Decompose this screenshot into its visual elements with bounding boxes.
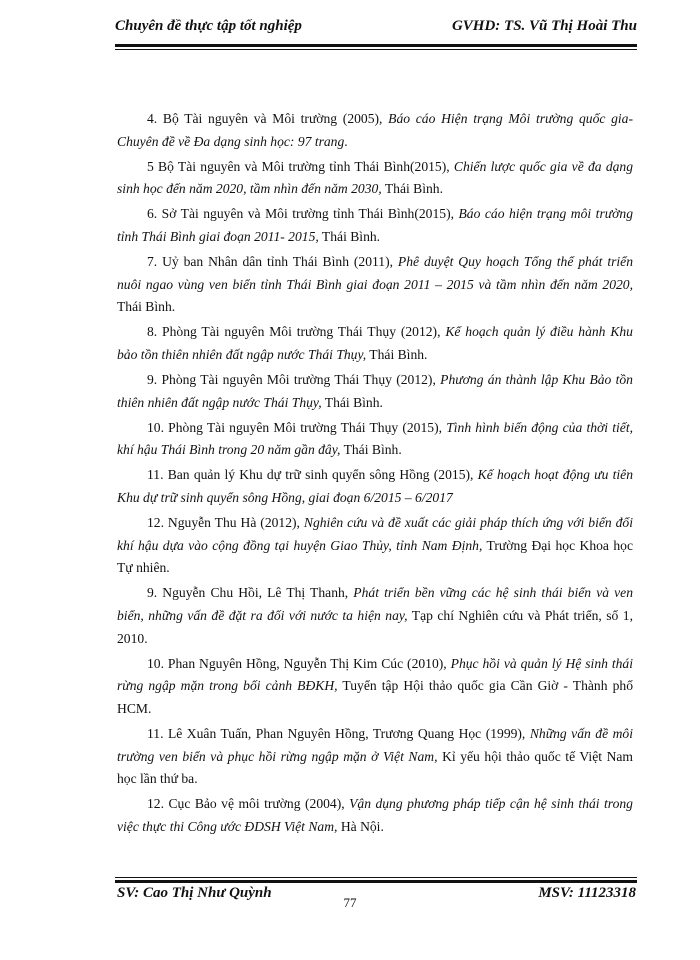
reference-item: 10. Phan Nguyên Hồng, Nguyễn Thị Kim Cúc (2010), Phục hồi và quản lý Hệ sinh thái rừng ngập mặn trong bối cảnh BĐKH, Tuyển tập Hội thảo quốc gia Cần Giờ - Thành phố HCM. bbox=[117, 655, 634, 716]
footer-student: SV: Cao Thị Như Quỳnh bbox=[117, 885, 272, 901]
reference-item: 12. Cục Bảo vệ môi trường (2004), Vận dụng phương pháp tiếp cận hệ sinh thái trong việc thực thi Công ước ĐDSH Việt Nam, Hà Nội. bbox=[117, 796, 633, 834]
reference-item: 8. Phòng Tài nguyên Môi trường Thái Thụy (2012), Kế hoạch quản lý điều hành Khu bảo tồn thiên nhiên đất ngập nước Thái Thụy, Thái Bình. bbox=[117, 324, 633, 362]
reference-item: 6. Sở Tài nguyên và Môi trường tỉnh Thái Bình(2015), Báo cáo hiện trạng môi trường tỉnh Thái Bình giai đoạn 2011- 2015, Thái Bình. bbox=[117, 206, 633, 244]
reference-item: 11. Ban quản lý Khu dự trữ sinh quyển sông Hồng (2015), Kế hoạch hoạt động ưu tiên Khu dự trữ sinh quyển sông Hồng, giai đoạn 6/2015 – 6/2017 bbox=[117, 467, 633, 505]
reference-item: 5 Bộ Tài nguyên và Môi trường tỉnh Thái Bình(2015), Chiến lược quốc gia về đa dạng sinh học đến năm 2020, tầm nhìn đến năm 2030, Thái Bình. bbox=[117, 158, 634, 197]
page-header bbox=[115, 14, 637, 44]
reference-item: 9. Phòng Tài nguyên Môi trường Thái Thụy (2012), Phương án thành lập Khu Bảo tồn thiên nhiên đất ngập nước Thái Thụy, Thái Bình. bbox=[117, 372, 633, 410]
reference-item: 7. Uỷ ban Nhân dân tỉnh Thái Bình (2011), Phê duyệt Quy hoạch Tổng thể phát triển nuôi ngao vùng ven biển tỉnh Thái Bình giai đoạn 2011 – 2015 và tầm nhìn đến năm 2020, Thái Bình. bbox=[117, 254, 633, 315]
header-rule bbox=[115, 44, 637, 47]
footer-rule-thin bbox=[115, 877, 637, 878]
reference-item: 9. Nguyễn Chu Hồi, Lê Thị Thanh, Phát triển bền vững các hệ sinh thái biển và ven biển, những vấn đề đặt ra đối với nước ta hiện nay, Tạp chí Nghiên cứu và Phát triển, số 1, 2010. bbox=[117, 585, 633, 646]
header-rule-thin bbox=[115, 49, 637, 50]
footer-rule bbox=[115, 880, 637, 883]
footer-student-id: MSV: 11123318 bbox=[538, 885, 636, 901]
reference-item: 12. Nguyễn Thu Hà (2012), Nghiên cứu và đề xuất các giải pháp thích ứng với biến đổi khí hậu dựa vào cộng đồng tại huyện Giao Thủy, tỉnh Nam Định, Trường Đại học Khoa học Tự nhiên. bbox=[117, 515, 633, 576]
header-advisor: GVHD: TS. Vũ Thị Hoài Thu bbox=[451, 18, 637, 34]
reference-list bbox=[117, 108, 633, 841]
page-number: 77 bbox=[343, 895, 357, 910]
reference-item: 10. Phòng Tài nguyên Môi trường Thái Thụy (2015), Tình hình biến động của thời tiết, khí hậu Thái Bình trong 20 năm gần đây, Thái Bình. bbox=[117, 419, 633, 458]
reference-item: 11. Lê Xuân Tuấn, Phan Nguyên Hồng, Trương Quang Học (1999), Những vấn đề môi trường ven biển và phục hồi rừng ngập mặn ở Việt Nam, Kỉ yếu hội thảo quốc tế Việt Nam học lần thứ ba. bbox=[117, 725, 634, 787]
header-title: Chuyên đề thực tập tốt nghiệp bbox=[115, 18, 302, 34]
reference-item: 4. Bộ Tài nguyên và Môi trường (2005), Báo cáo Hiện trạng Môi trường quốc gia- Chuyên đề về Đa dạng sinh học: 97 trang. bbox=[117, 111, 633, 149]
